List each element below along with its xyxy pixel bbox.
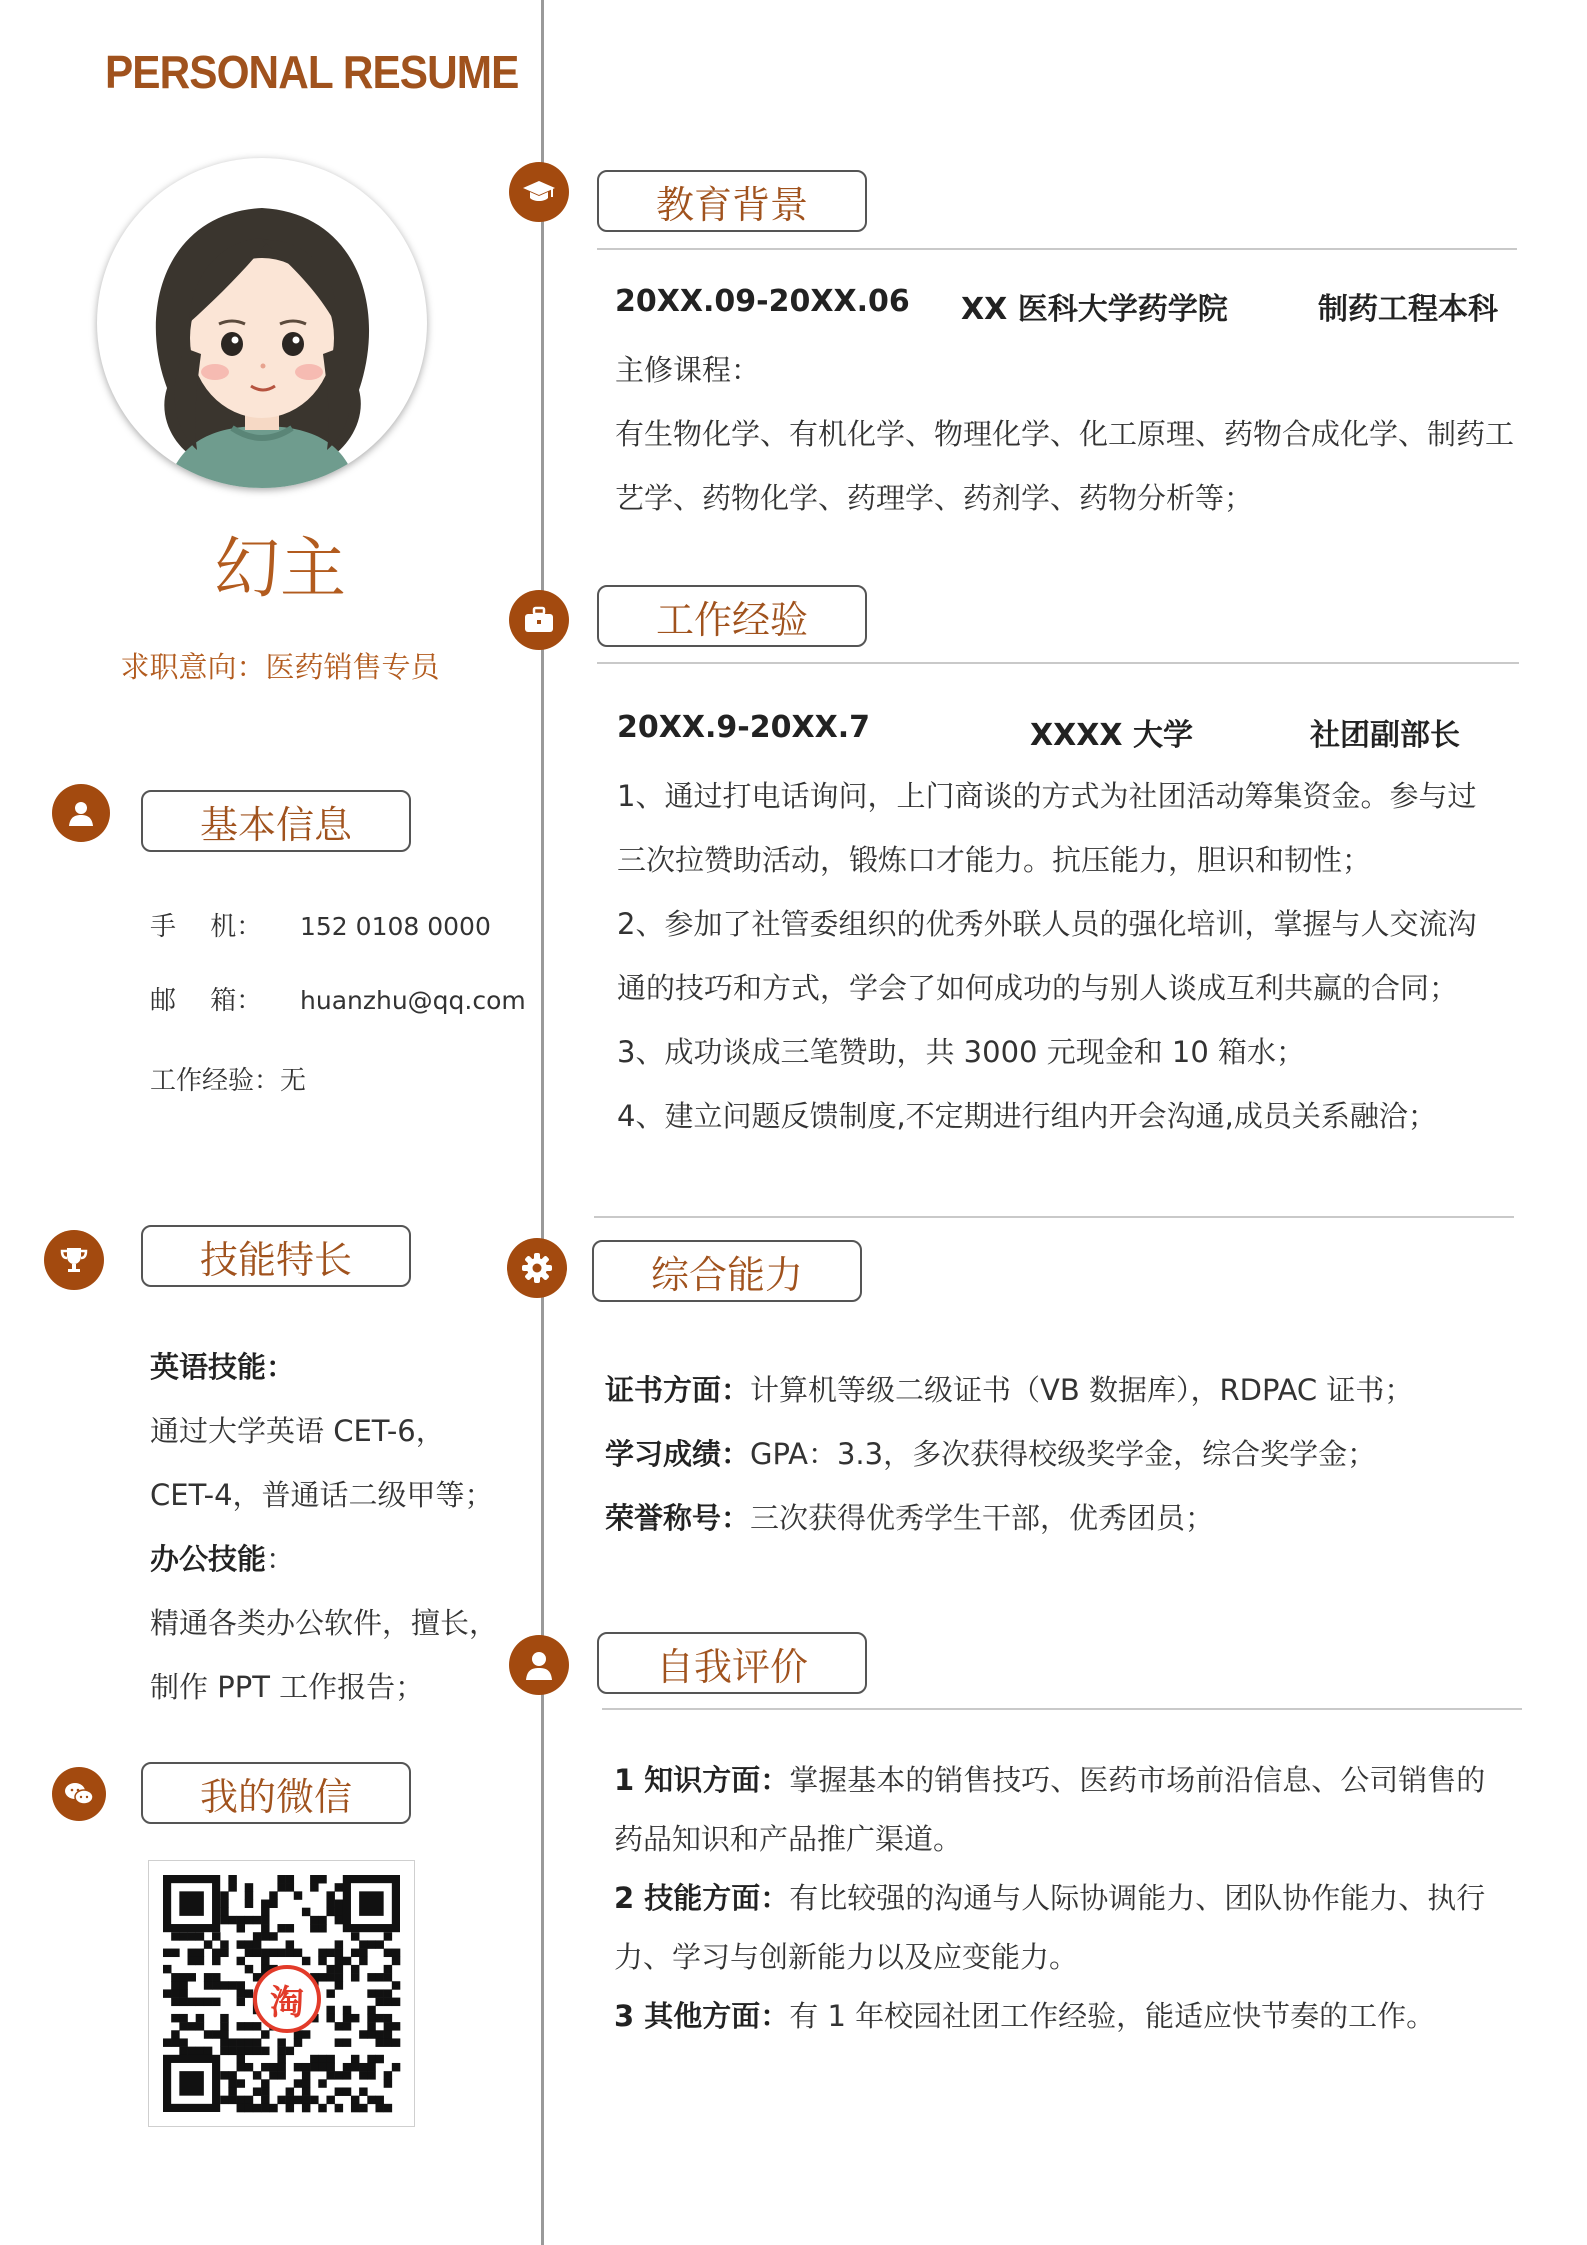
self-eval-text: 力、学习与创新能力以及应变能力。 bbox=[614, 1940, 1079, 1974]
section-title: 综合能力 bbox=[650, 1252, 803, 1297]
courses-label: 主修课程： bbox=[615, 353, 761, 387]
trophy-icon bbox=[44, 1230, 104, 1290]
job-intention: 求职意向：医药销售专员 bbox=[120, 650, 440, 684]
work-header bbox=[597, 585, 867, 647]
education-period: 20XX.09-20XX.06 bbox=[615, 284, 910, 319]
divider bbox=[597, 662, 1519, 664]
office-skill-line: 制作 PPT 工作报告； bbox=[150, 1670, 425, 1704]
courses-line: 有生物化学、有机化学、物理化学、化工原理、药物合成化学、制药工 bbox=[615, 417, 1515, 451]
phone-row bbox=[150, 906, 491, 943]
self-evaluation-header bbox=[597, 1632, 867, 1694]
self-eval-label: 1 知识方面： bbox=[614, 1763, 790, 1797]
honor-value: 三次获得优秀学生干部，优秀团员； bbox=[750, 1501, 1215, 1535]
grades-value: GPA：3.3，多次获得校级奖学金，综合奖学金； bbox=[750, 1437, 1377, 1471]
self-eval-label: 3 其他方面： bbox=[614, 1999, 790, 2033]
education-school: XX 医科大学药学院 bbox=[961, 292, 1228, 327]
self-eval-text: 有比较强的沟通与人际协调能力、团队协作能力、执行 bbox=[789, 1881, 1486, 1915]
self-eval-row bbox=[614, 1758, 1485, 1799]
wechat-icon bbox=[52, 1767, 106, 1821]
self-eval-row bbox=[614, 1994, 1435, 2035]
avatar-illustration bbox=[97, 158, 427, 488]
divider bbox=[597, 248, 1517, 250]
work-line: 通的技巧和方式，学会了如何成功的与别人谈成互利共赢的合同； bbox=[617, 971, 1459, 1005]
divider bbox=[602, 1708, 1522, 1710]
work-line: 4、建立问题反馈制度,不定期进行组内开会沟通,成员关系融洽； bbox=[617, 1099, 1437, 1133]
self-eval-row bbox=[614, 1876, 1485, 1917]
english-skill-title: 英语技能 bbox=[150, 1350, 267, 1384]
honor-row bbox=[605, 1496, 1214, 1537]
education-major: 制药工程本科 bbox=[1318, 292, 1498, 327]
briefcase-icon bbox=[509, 590, 569, 650]
english-skill-line: CET-4，普通话二级甲等； bbox=[150, 1478, 494, 1512]
basic-info-header bbox=[141, 790, 411, 852]
office-skill-line: 精通各类办公软件，擅长， bbox=[150, 1606, 499, 1640]
section-title: 工作经验 bbox=[655, 597, 808, 642]
self-eval-label: 2 技能方面： bbox=[614, 1881, 790, 1915]
wechat-header bbox=[141, 1762, 411, 1824]
work-line: 2、参加了社管委组织的优秀外联人员的强化培训，掌握与人交流沟 bbox=[617, 907, 1477, 941]
section-title: 我的微信 bbox=[199, 1774, 352, 1819]
experience-value: 无 bbox=[280, 1066, 307, 1096]
email-value: huanzhu@qq.com bbox=[300, 986, 526, 1015]
experience-label: 工作经验： bbox=[150, 1066, 281, 1096]
certificate-row bbox=[605, 1368, 1413, 1409]
english-skill-line: 通过大学英语 CET-6， bbox=[150, 1414, 445, 1448]
wechat-qr-code bbox=[148, 1860, 415, 2127]
grades-label: 学习成绩： bbox=[605, 1437, 751, 1471]
taobao-logo: 淘 bbox=[253, 1965, 321, 2033]
resume-title: PERSONAL RESUME bbox=[105, 46, 519, 98]
user-icon bbox=[52, 784, 110, 842]
experience-row bbox=[150, 1060, 306, 1097]
skills-header bbox=[141, 1225, 411, 1287]
phone-value: 152 0108 0000 bbox=[300, 912, 491, 941]
courses-line: 艺学、药物化学、药理学、药剂学、药物分析等； bbox=[615, 481, 1254, 515]
work-line: 1、通过打电话询问，上门商谈的方式为社团活动筹集资金。参与过 bbox=[617, 779, 1477, 813]
certificate-label: 证书方面： bbox=[605, 1373, 751, 1407]
section-title: 自我评价 bbox=[655, 1644, 808, 1689]
timeline-divider bbox=[541, 0, 544, 2245]
phone-label: 手 机： bbox=[150, 912, 263, 942]
work-line: 三次拉赞助活动，锻炼口才能力。抗压能力，胆识和韧性； bbox=[617, 843, 1372, 877]
self-eval-text: 有 1 年校园社团工作经验，能适应快节奏的工作。 bbox=[789, 1999, 1436, 2033]
self-eval-text: 药品知识和产品推广渠道。 bbox=[614, 1822, 963, 1856]
email-label: 邮 箱： bbox=[150, 986, 263, 1016]
avatar bbox=[97, 158, 427, 488]
honor-label: 荣誉称号： bbox=[605, 1501, 751, 1535]
divider bbox=[594, 1216, 1514, 1218]
certificate-value: 计算机等级二级证书（VB 数据库），RDPAC 证书； bbox=[750, 1373, 1414, 1407]
gear-icon bbox=[507, 1238, 567, 1298]
office-skill-title: 办公技能 bbox=[150, 1542, 267, 1576]
section-title: 基本信息 bbox=[199, 802, 352, 847]
person-icon bbox=[509, 1635, 569, 1695]
skills-content: 英语技能： 通过大学英语 CET-6， CET-4，普通话二级甲等； 办公技能： 精通各类办公软件，擅长， 制作 PPT 工作报告； bbox=[150, 1335, 498, 1719]
email-row bbox=[150, 980, 526, 1017]
work-period: 20XX.9-20XX.7 bbox=[617, 710, 871, 745]
graduation-cap-icon bbox=[509, 162, 569, 222]
ability-header bbox=[592, 1240, 862, 1302]
work-role: 社团副部长 bbox=[1310, 718, 1460, 753]
work-line: 3、成功谈成三笔赞助，共 3000 元现金和 10 箱水； bbox=[617, 1035, 1306, 1069]
work-organization: XXXX 大学 bbox=[1030, 718, 1193, 753]
section-title: 教育背景 bbox=[655, 182, 808, 227]
education-header bbox=[597, 170, 867, 232]
grades-row bbox=[605, 1432, 1376, 1473]
candidate-name: 幻主 bbox=[214, 530, 346, 607]
self-eval-text: 掌握基本的销售技巧、医药市场前沿信息、公司销售的 bbox=[789, 1763, 1486, 1797]
section-title: 技能特长 bbox=[199, 1237, 352, 1282]
